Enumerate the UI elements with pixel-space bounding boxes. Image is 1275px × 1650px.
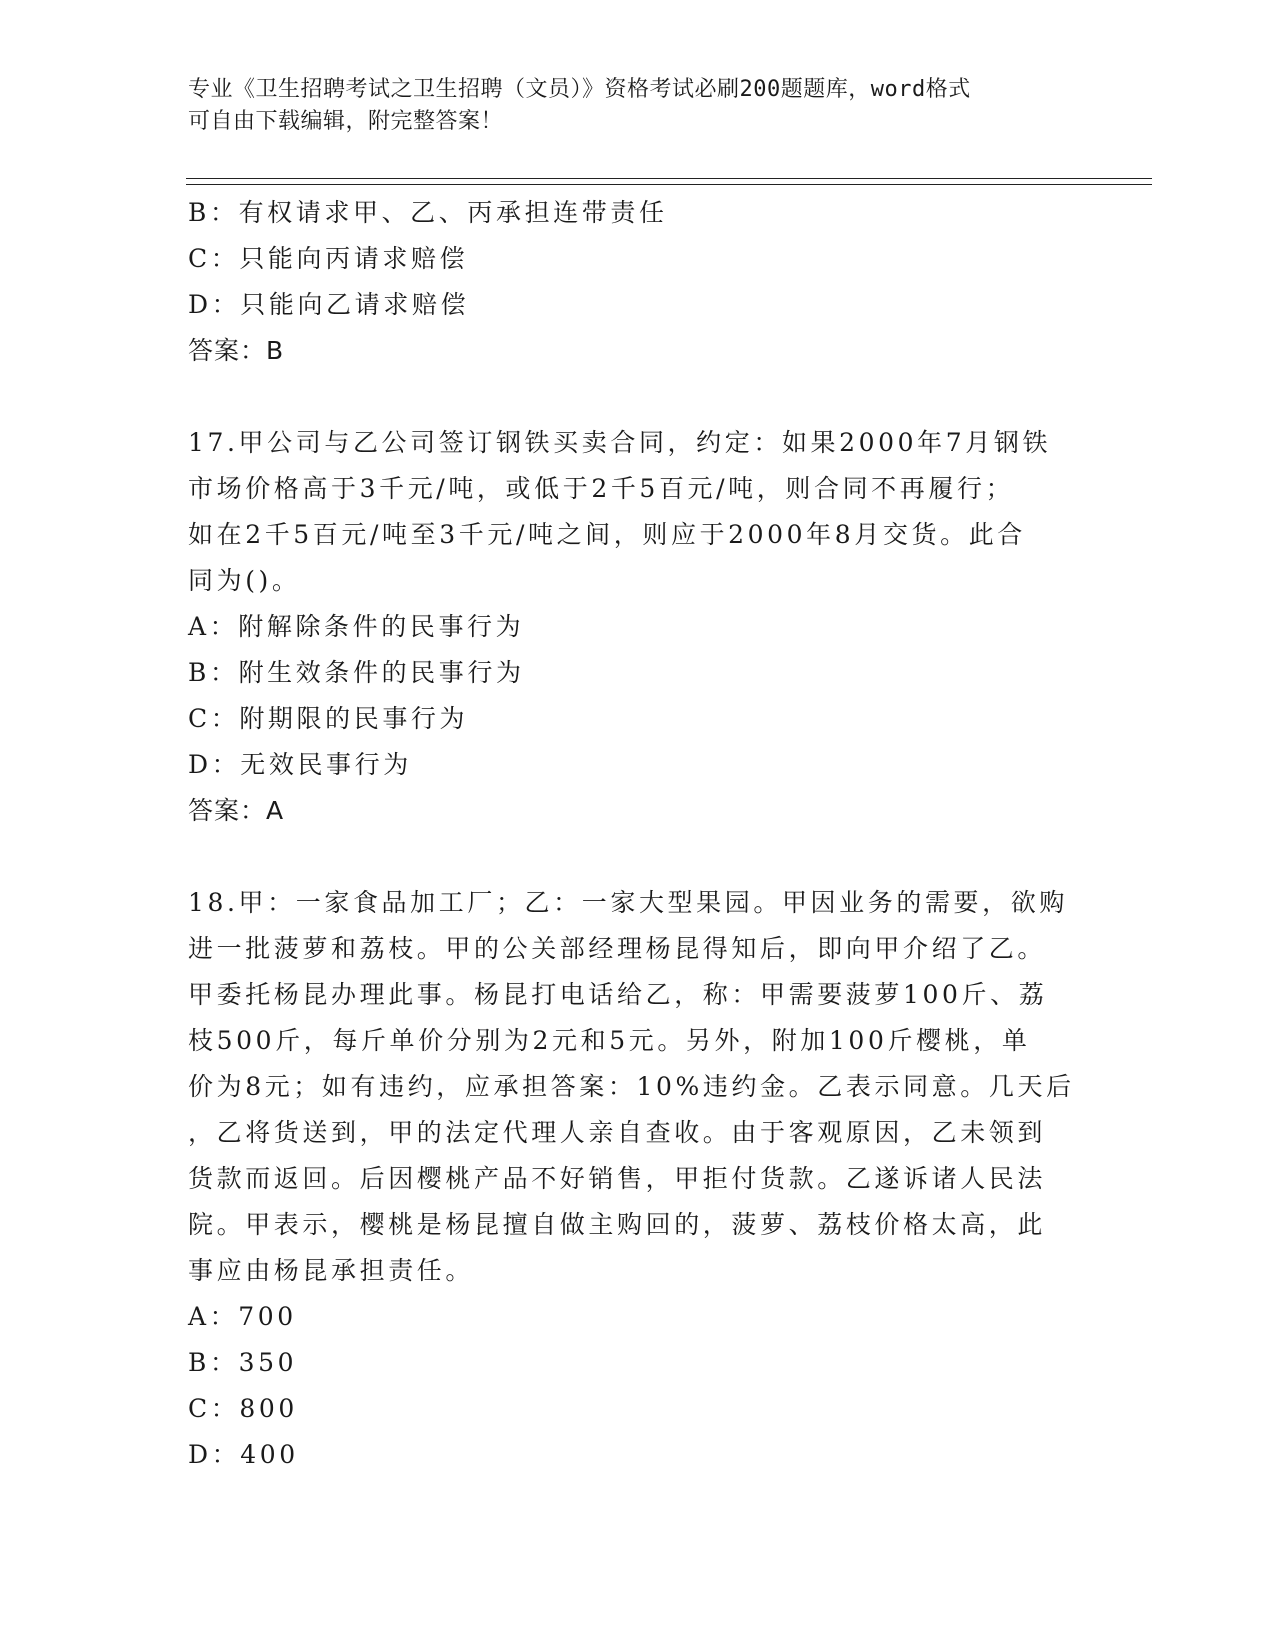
- q18-option-d: D：400: [188, 1440, 299, 1469]
- q18-stem-line: 院。甲表示，樱桃是杨昆擅自做主购回的，菠萝、荔枝价格太高，此: [188, 1210, 1047, 1239]
- question-18: [188, 880, 1088, 1478]
- q18-stem-line: 货款而返回。后因樱桃产品不好销售，甲拒付货款。乙遂诉诸人民法: [188, 1164, 1047, 1193]
- q17-option-d: D：无效民事行为: [188, 750, 412, 779]
- header-line-1: 专业《卫生招聘考试之卫生招聘（文员）》资格考试必刷200题题库，word格式: [188, 77, 971, 102]
- question-17: [188, 420, 1088, 834]
- question-spacer: [188, 374, 1088, 420]
- q18-option-a: A：700: [188, 1302, 297, 1331]
- question-16: [188, 190, 1088, 374]
- q18-option-c: C：800: [188, 1394, 298, 1423]
- q18-stem-line: ，乙将货送到，甲的法定代理人亲自查收。由于客观原因，乙未领到: [188, 1118, 1047, 1147]
- q17-answer: 答案：A: [188, 796, 285, 825]
- document-header: [188, 74, 1088, 138]
- header-line-2: 可自由下载编辑，附完整答案！: [188, 109, 504, 134]
- question-spacer: [188, 834, 1088, 880]
- q16-option-d: D：只能向乙请求赔偿: [188, 290, 470, 319]
- q16-option-b: B：有权请求甲、乙、丙承担连带责任: [188, 198, 668, 227]
- header-divider-top: [186, 178, 1152, 179]
- q16-option-c: C：只能向丙请求赔偿: [188, 244, 469, 273]
- q17-option-b: B：附生效条件的民事行为: [188, 658, 525, 687]
- q18-stem-line: 进一批菠萝和荔枝。甲的公关部经理杨昆得知后，即向甲介绍了乙。: [188, 934, 1047, 963]
- q17-stem-line: 17.甲公司与乙公司签订钢铁买卖合同，约定：如果2000年7月钢铁: [188, 428, 1052, 457]
- q17-stem-line: 如在2千5百元/吨至3千元/吨之间，则应于2000年8月交货。此合: [188, 520, 1026, 549]
- q17-stem-line: 市场价格高于3千元/吨，或低于2千5百元/吨，则合同不再履行；: [188, 474, 1015, 503]
- question-content: [188, 190, 1088, 1478]
- q17-option-c: C：附期限的民事行为: [188, 704, 469, 733]
- q18-stem-line: 甲委托杨昆办理此事。杨昆打电话给乙，称：甲需要菠萝100斤、荔: [188, 980, 1048, 1009]
- header-divider-bottom: [186, 184, 1152, 185]
- q18-stem-line: 价为8元；如有违约，应承担答案：10%违约金。乙表示同意。几天后: [188, 1072, 1075, 1101]
- q18-stem-line: 枝500斤，每斤单价分别为2元和5元。另外，附加100斤樱桃，单: [188, 1026, 1031, 1055]
- q18-stem-line: 18.甲：一家食品加工厂；乙：一家大型果园。甲因业务的需要，欲购: [188, 888, 1068, 917]
- q17-option-a: A：附解除条件的民事行为: [188, 612, 525, 641]
- q18-stem-line: 事应由杨昆承担责任。: [188, 1256, 475, 1285]
- q17-stem-line: 同为()。: [188, 566, 301, 595]
- q16-answer: 答案：B: [188, 336, 285, 365]
- q18-option-b: B：350: [188, 1348, 298, 1377]
